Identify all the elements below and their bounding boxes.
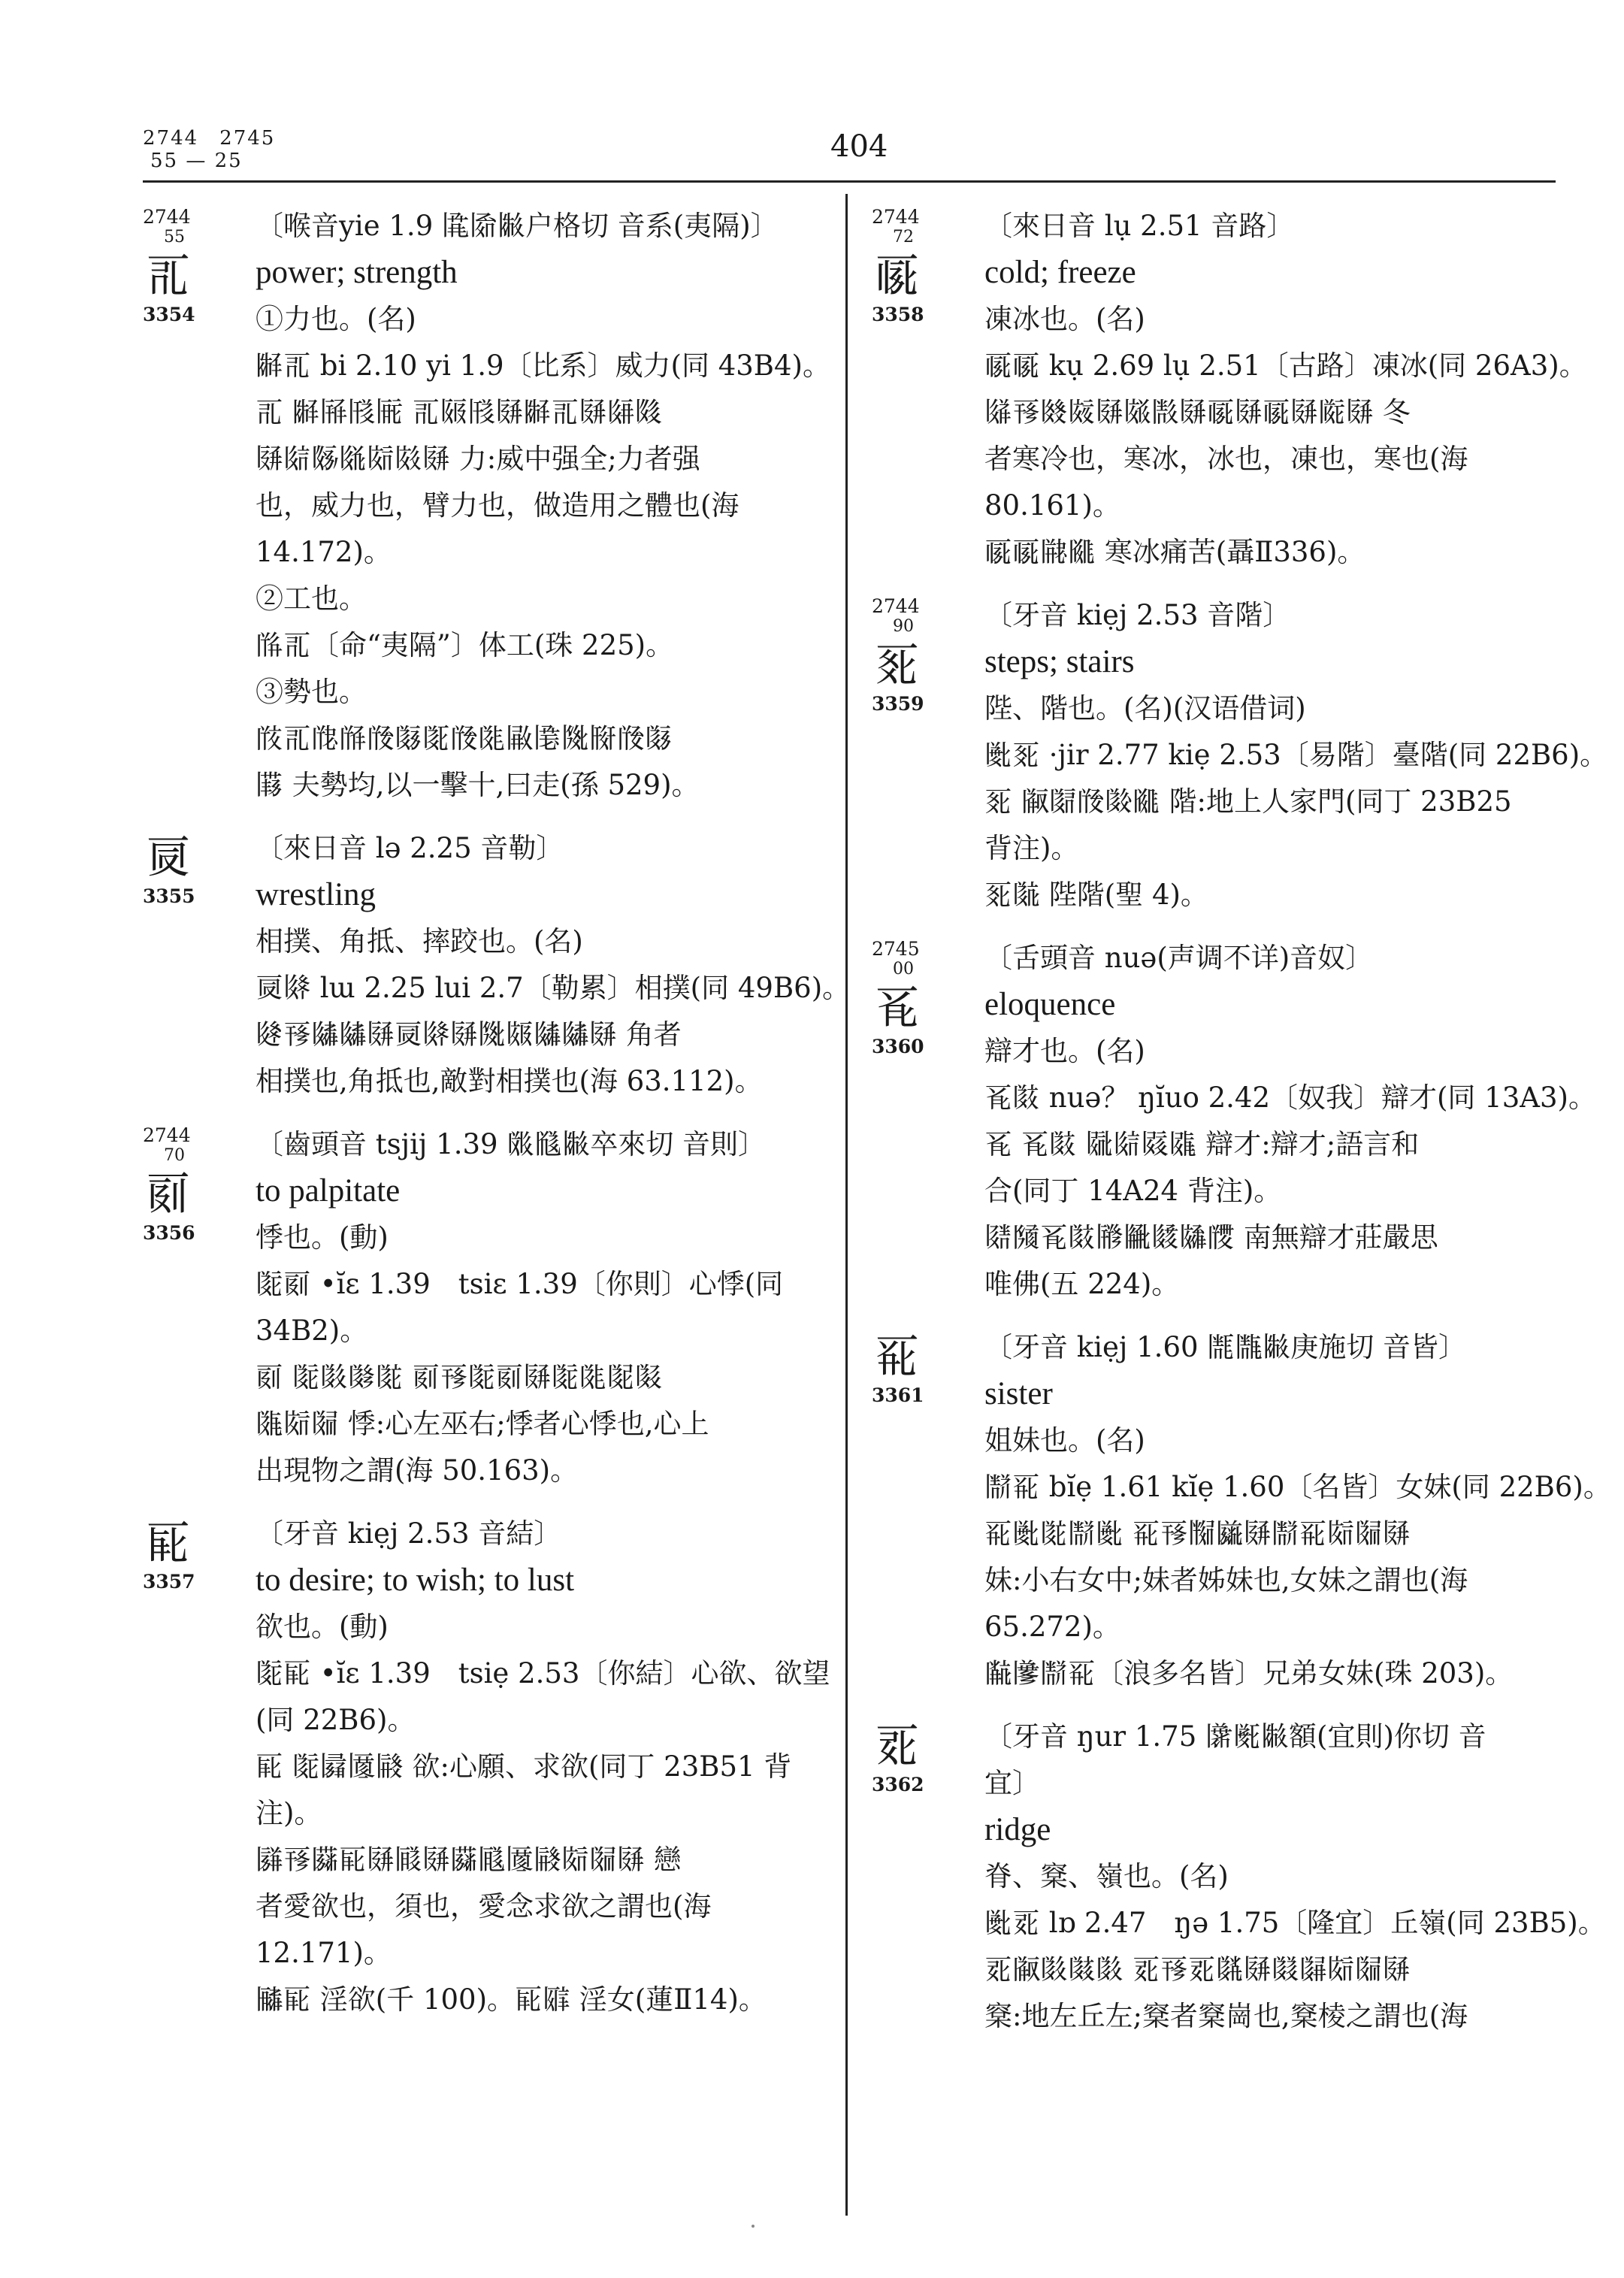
- entry-number: 3362: [872, 1774, 924, 1795]
- tangut-headword-glyph: 𗀃: [146, 1168, 191, 1221]
- entry-text-line: 65.272)。: [984, 1611, 1120, 1643]
- four-corner-code: 2744: [872, 595, 920, 617]
- entry-text-line: 𗀁𗁾 lɯ 2.25 lui 2.7〔勒累〕相撲(同 49B6)。: [256, 972, 851, 1004]
- entry-text-line: 注)。: [256, 1797, 322, 1829]
- entry-number: 3357: [143, 1571, 195, 1593]
- tangut-headword-glyph: 𗀆: [875, 639, 920, 691]
- entry-text-line: 𗀆 𗂞𗂟𗁵𗂠𗂜 階:地上人家門(同丁 23B25: [984, 785, 1512, 818]
- entry-text-line: ②工也。: [256, 582, 367, 615]
- entry-number: 3355: [143, 885, 195, 907]
- english-gloss: to palpitate: [256, 1173, 401, 1209]
- entry-text-line: 〔牙音 kiẹj 2.53 音階〕: [984, 599, 1291, 631]
- entry-text-line: 𗁱𗀀〔命“夷隔”〕体工(珠 225)。: [256, 629, 674, 661]
- entry-text-line: 〔牙音 kiẹj 1.60 𗂭𗂮𗁣庚施切 音皆〕: [984, 1331, 1467, 1363]
- entry-text-line: ③勢也。: [256, 676, 367, 708]
- entry-text-line: 𗁤𗀀 bi 2.10 yi 1.9〔比系〕威力(同 43B4)。: [256, 349, 830, 382]
- tangut-headword-glyph: 𗀄: [146, 1517, 191, 1569]
- entry-text-line: 者寒冷也，寒冰，冰也，凍也，寒也(海: [984, 443, 1468, 475]
- entry-margin: [872, 1327, 954, 1407]
- entry-text-line: 12.171)。: [256, 1937, 392, 1969]
- entry-text-line: 𗁿𗀂𗂀𗂀𗁩𗀁𗁾𗁩𗁻𗂁𗂀𗂀𗁩 角者: [256, 1018, 682, 1051]
- entry-text-line: 𗂄𗀄 •ĭɛ 1.39 tsiẹ 2.53〔你結〕心欲、欲望: [256, 1657, 830, 1690]
- dictionary-entry: [143, 825, 849, 1105]
- entry-text-line: 80.161)。: [984, 489, 1120, 522]
- right-column: [872, 203, 1611, 2056]
- entry-text-line: 𗂕𗀂𗂖𗂗𗁩𗂘𗂙𗁩𗀅𗁩𗀅𗁩𗂚𗁩 冬: [984, 396, 1411, 428]
- scan-dot: [752, 2225, 755, 2228]
- entry-margin: [143, 1124, 225, 1245]
- english-gloss: power; strength: [256, 255, 458, 290]
- entry-text-line: 㮤:地左丘左;㮤者㮤崗也,㮤棱之謂也(海: [984, 2000, 1468, 2032]
- entry-text-line: 脊、㮤、嶺也。(名): [984, 1860, 1229, 1892]
- entry-text-line: 姐妹也。(名): [984, 1424, 1145, 1457]
- entry-margin: [872, 1717, 954, 1796]
- tangut-headword-glyph: 𗀁: [146, 831, 191, 884]
- dictionary-entry: [143, 1121, 849, 1494]
- entry-text-line: 〔來日音 lụ 2.51 音路〕: [984, 210, 1295, 242]
- dictionary-entry: [143, 1511, 849, 2023]
- entry-text-line: 34B2)。: [256, 1314, 368, 1347]
- entry-text-line: 〔舌頭音 nuə(声调不详)音奴〕: [984, 942, 1374, 974]
- entry-text-line: 〔來日音 lə 2.25 音勒〕: [256, 832, 564, 864]
- entry-text-line: 相撲也,角抵也,敵對相撲也(海 63.112)。: [256, 1065, 763, 1097]
- entry-text-line: 悸也。(動): [256, 1221, 389, 1254]
- entry-text-line: 𗂄𗀃 •ĭɛ 1.39 tsiɛ 1.39〔你則〕心悸(同: [256, 1268, 784, 1300]
- four-corner-subcode: 70: [164, 1146, 185, 1165]
- entry-text-line: 𗂲𗂳𗂯𗀈〔浪多名皆〕兄弟女妹(珠 203)。: [984, 1657, 1514, 1690]
- entry-text-line: 𗀃 𗂄𗂅𗂆𗂇 𗀃𗀂𗂄𗀃𗁩𗂄𗁸𗂈𗂉: [256, 1361, 663, 1393]
- entry-text-line: 𗀈𗂝𗂇𗂯𗂝 𗀈𗀂𗂰𗂱𗁩𗂯𗀈𗁯𗂋𗁩: [984, 1517, 1411, 1550]
- entry-margin: [143, 828, 225, 908]
- entry-text-line: 𗀅𗀅𗂛𗂜 寒冰痛苦(聶Ⅱ336)。: [984, 536, 1365, 568]
- entry-margin: [143, 206, 225, 326]
- entry-text-line: 背注)。: [984, 832, 1079, 864]
- entry-text-line: 辯才也。(名): [984, 1035, 1145, 1067]
- entry-text-line: 宜〕: [984, 1767, 1040, 1799]
- entry-margin: [872, 938, 954, 1058]
- entry-text-line: 𗀀 𗁤𗁥𗁦𗁧 𗀀𗁨𗁦𗁩𗁤𗀀𗁩𗁪𗁫: [256, 396, 663, 428]
- tangut-headword-glyph: 𗀅: [875, 250, 920, 302]
- entry-text-line: 𗀇 𗀇𗂢 𗂣𗁬𗂤𗂥 辯才:辯才;語言和: [984, 1128, 1420, 1160]
- four-corner-code: 2744: [872, 206, 920, 228]
- four-corner-code: 2745: [872, 938, 920, 960]
- entry-number: 3354: [143, 304, 195, 325]
- entry-text-line: 𗁽 夫勢均,以一擊十,曰走(孫 529)。: [256, 769, 700, 801]
- entry-text-line: 也，威力也，臂力也，做造用之體也(海: [256, 489, 739, 522]
- entry-text-line: 14.172)。: [256, 536, 392, 568]
- entry-margin: [872, 595, 954, 715]
- entry-text-line: 凍冰也。(名): [984, 303, 1145, 335]
- header-rule: [143, 180, 1556, 183]
- entry-number: 3361: [872, 1384, 924, 1406]
- entry-text-line: 〔牙音 kiẹj 2.53 音結〕: [256, 1517, 562, 1550]
- four-corner-code: 2744: [143, 206, 191, 228]
- entry-text-line: 〔喉音yie 1.9 𗁡𗁢𗁣户格切 音系(夷隔)〕: [256, 210, 779, 242]
- entry-text-line: 出現物之謂(海 50.163)。: [256, 1454, 579, 1487]
- entry-number: 3359: [872, 693, 924, 715]
- entry-text-line: 𗁲𗀀𗁳𗁴𗁵𗁶𗁷𗁵𗁸𗁹𗁺𗁻𗁼𗁵𗁶: [256, 722, 673, 755]
- dictionary-entry: [872, 1324, 1611, 1697]
- english-gloss: ridge: [984, 1812, 1051, 1847]
- entry-text-line: 者愛欲也，須也，愛念求欲之謂也(海: [256, 1890, 712, 1923]
- four-corner-subcode: 55: [164, 228, 185, 247]
- dictionary-entry: [872, 1714, 1606, 2040]
- entry-text-line: 〔牙音 ŋur 1.75 𗂴𗂵𗁣額(宜則)你切 音: [984, 1720, 1486, 1753]
- entry-margin: [872, 206, 954, 326]
- dictionary-entry: [872, 203, 1587, 576]
- four-corner-subcode: 00: [893, 960, 914, 979]
- entry-text-line: 𗀄 𗂄𗂌𗂍𗂎 欲:心願、求欲(同丁 23B51 背: [256, 1750, 792, 1783]
- tangut-headword-glyph: 𗀈: [875, 1330, 920, 1383]
- four-corner-subcode: 90: [893, 617, 914, 636]
- english-gloss: sister: [984, 1376, 1053, 1411]
- entry-number: 3358: [872, 304, 924, 325]
- tangut-headword-glyph: 𗀇: [875, 982, 920, 1034]
- entry-text-line: 𗀆𗂡 陛階(聖 4)。: [984, 879, 1208, 911]
- page-range-start: 2744 2745: [143, 127, 276, 150]
- english-gloss: cold; freeze: [984, 255, 1136, 290]
- entry-text-line: 陛、階也。(名)(汉语借词): [984, 692, 1306, 725]
- entry-text-line: 合(同丁 14A24 背注)。: [984, 1175, 1282, 1207]
- english-gloss: wrestling: [256, 877, 377, 912]
- tangut-headword-glyph: 𗀉: [875, 1720, 920, 1772]
- english-gloss: steps; stairs: [984, 644, 1135, 679]
- entry-text-line: 相撲、角抵、摔跤也。(名): [256, 925, 583, 957]
- page-header: [143, 128, 1556, 180]
- entry-margin: [143, 1514, 225, 1593]
- entry-text-line: 𗁩𗁬𗁭𗁮𗁯𗁰𗁩 力:威中强全;力者强: [256, 443, 700, 475]
- dictionary-entry: [872, 592, 1608, 918]
- entry-text-line: 妹:小右女中;妹者姊妹也,女妹之謂也(海: [984, 1564, 1468, 1596]
- left-column: [143, 203, 849, 2040]
- entry-text-line: 𗀉𗂞𗂅𗂶𗂅 𗀉𗀂𗀉𗂷𗁩𗂸𗂹𗁯𗂋𗁩: [984, 1953, 1411, 1986]
- page-range-end: 55 — 25: [150, 150, 243, 172]
- entry-text-line: 𗀅𗀅 kụ 2.69 lụ 2.51〔古路〕凍冰(同 26A3)。: [984, 349, 1587, 382]
- entry-text-line: 𗂝𗀆 ·jir 2.77 kiẹ 2.53〔易階〕臺階(同 22B6)。: [984, 739, 1608, 771]
- english-gloss: to desire; to wish; to lust: [256, 1563, 575, 1598]
- entry-text-line: (同 22B6)。: [256, 1704, 416, 1736]
- entry-text-line: 𗀇𗂢 nuə？ ŋĭuo 2.42〔奴我〕辯才(同 13A3)。: [984, 1082, 1596, 1114]
- entry-number: 3360: [872, 1036, 924, 1057]
- dictionary-entry: [872, 935, 1596, 1308]
- entry-text-line: ①力也。(名): [256, 303, 416, 335]
- entry-text-line: 𗂊𗁯𗂋 悸:心左巫右;悸者心悸也,心上: [256, 1408, 709, 1440]
- english-gloss: eloquence: [984, 987, 1116, 1022]
- tangut-headword-glyph: 𗀀: [146, 250, 191, 302]
- entry-number: 3356: [143, 1222, 195, 1244]
- entry-text-line: 𗂏𗀂𗂐𗀄𗁩𗂑𗁩𗂐𗂒𗂍𗂎𗁯𗂋𗁩 戀: [256, 1844, 682, 1876]
- entry-text-line: 𗂓𗀄 淫欲(千 100)。𗀄𗂔 淫女(蓮Ⅱ14)。: [256, 1983, 767, 2016]
- four-corner-subcode: 72: [893, 228, 914, 247]
- entry-text-line: 𗂦𗂧𗀇𗂢𗂨𗂩𗂪𗂫𗂬 南無辯才莊嚴思: [984, 1221, 1438, 1254]
- entry-text-line: 𗂝𗀉 lɒ 2.47 ŋə 1.75〔隆宜〕丘嶺(同 23B5)。: [984, 1907, 1606, 1939]
- entry-text-line: 𗂯𗀈 bĭẹ 1.61 kĭẹ 1.60〔名皆〕女妹(同 22B6)。: [984, 1471, 1611, 1503]
- four-corner-code: 2744: [143, 1124, 191, 1146]
- entry-text-line: 〔齒頭音 tsjij 1.39 𗂂𗂃𗁣卒來切 音則〕: [256, 1128, 767, 1160]
- entry-text-line: 唯佛(五 224)。: [984, 1268, 1180, 1300]
- dictionary-entry: [143, 203, 849, 809]
- entry-text-line: 欲也。(動): [256, 1611, 389, 1643]
- page-number: 404: [830, 129, 888, 164]
